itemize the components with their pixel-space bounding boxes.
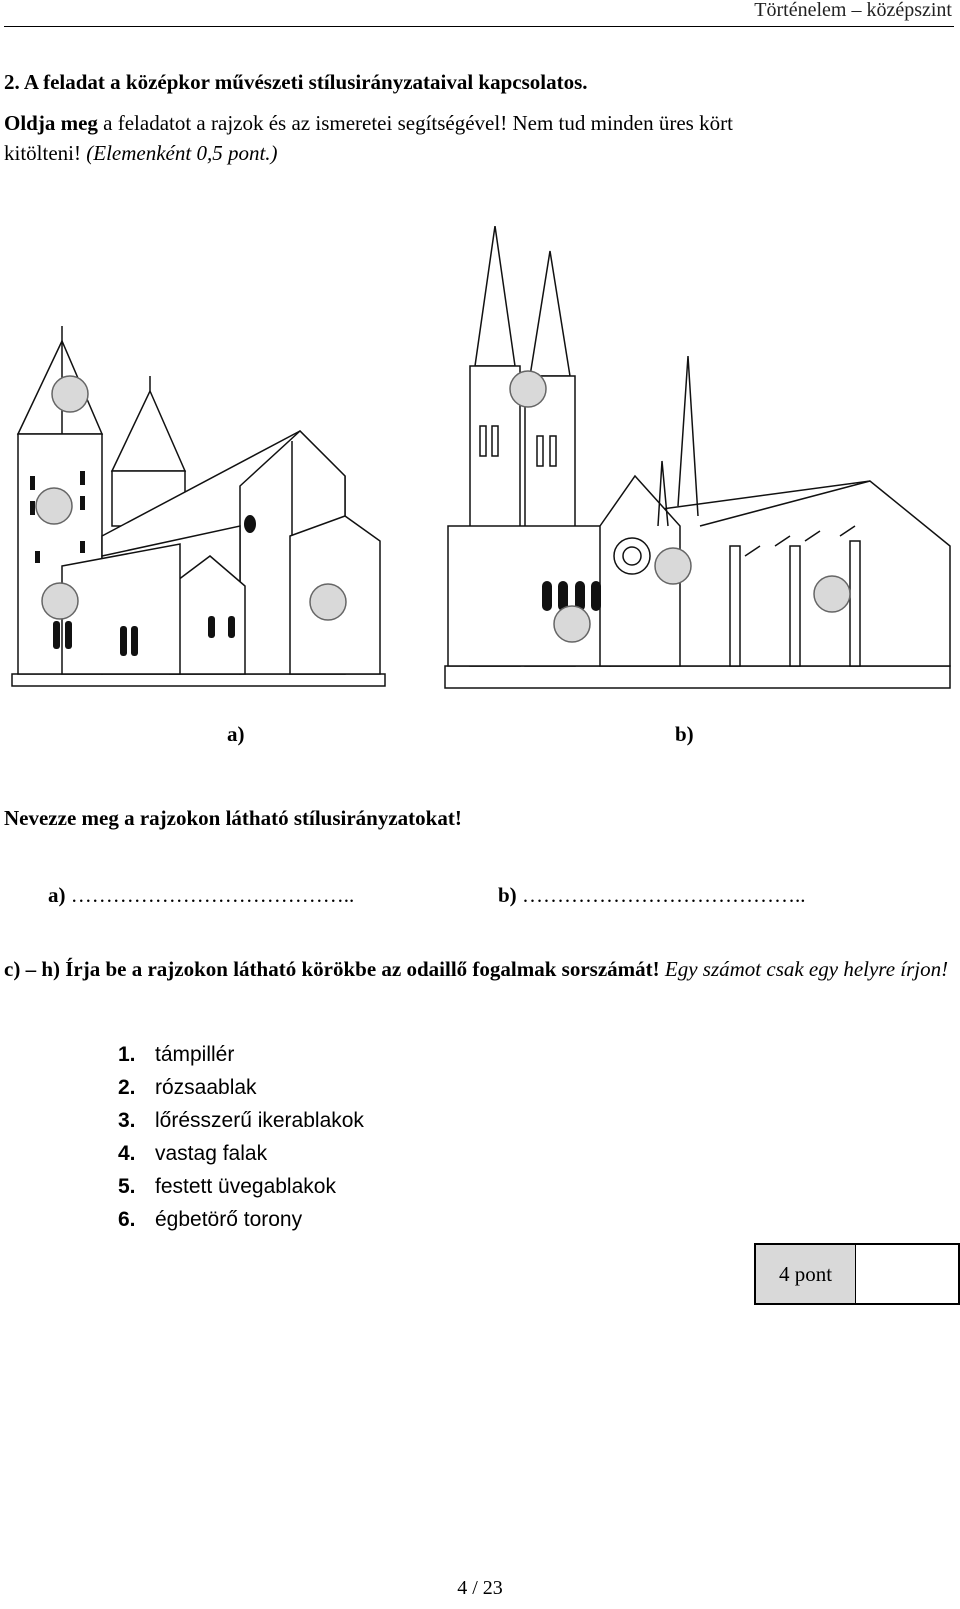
style-question: Nevezze meg a rajzokon látható stílusirányzatokat! [4, 806, 462, 830]
romanesque-church-drawing [12, 326, 385, 686]
caption-b: b) [675, 722, 694, 746]
circle-question-bold: c) – h) Írja be a rajzokon látható körökbe az odaillő fogalmak sorszámát! [4, 957, 660, 981]
answer-circle-c [52, 376, 88, 412]
caption-a: a) [227, 722, 245, 746]
instruction-tail: kitölteni! [4, 141, 87, 165]
score-label: 4 pont [756, 1245, 856, 1303]
answer-circle-f [310, 584, 346, 620]
answer-line-b[interactable] [498, 883, 805, 908]
page-number: 4 / 23 [457, 1577, 503, 1599]
answer-circle-h [655, 548, 691, 584]
list-item: 2. rózsaablak [118, 1076, 257, 1099]
circle-question-italic: Egy számot csak egy helyre írjon! [659, 957, 949, 981]
answer-a-dots: ………………………………….. [70, 883, 355, 907]
church-drawings [0, 226, 960, 716]
list-item: 5. festett üvegablakok [118, 1175, 336, 1198]
answer-a-label: a) [48, 883, 66, 907]
header-title: Történelem – középszint [754, 0, 952, 21]
answer-circle-d [36, 488, 72, 524]
question-title: 2. A feladat a középkor művészeti stílusirányzataival kapcsolatos. [4, 70, 588, 94]
score-entry-field[interactable] [856, 1245, 958, 1303]
page-header [4, 0, 954, 27]
answer-circle-g [510, 371, 546, 407]
answer-b-label: b) [498, 883, 517, 907]
score-box [754, 1243, 960, 1305]
list-item: 6. égbetörő torony [118, 1208, 303, 1231]
answer-circle-e [42, 583, 78, 619]
answer-circle-i [554, 606, 590, 642]
instruction-lead: Oldja meg [4, 111, 98, 135]
list-item: 1. támpillér [118, 1043, 235, 1066]
gothic-cathedral-drawing [445, 226, 950, 688]
circle-question [4, 955, 956, 984]
points-note: (Elemenként 0,5 pont.) [86, 141, 278, 165]
list-item: 4. vastag falak [118, 1142, 268, 1165]
instruction-rest: a feladatot a rajzok és az ismeretei segítségével! Nem tud minden üres kört [97, 111, 733, 135]
instructions [4, 108, 956, 168]
answer-b-dots: ………………………………….. [521, 883, 806, 907]
answer-circle-j [814, 576, 850, 612]
list-item: 3. lőrésszerű ikerablakok [118, 1109, 364, 1132]
answer-line-a[interactable] [48, 883, 354, 908]
terms-list [118, 1038, 364, 1236]
